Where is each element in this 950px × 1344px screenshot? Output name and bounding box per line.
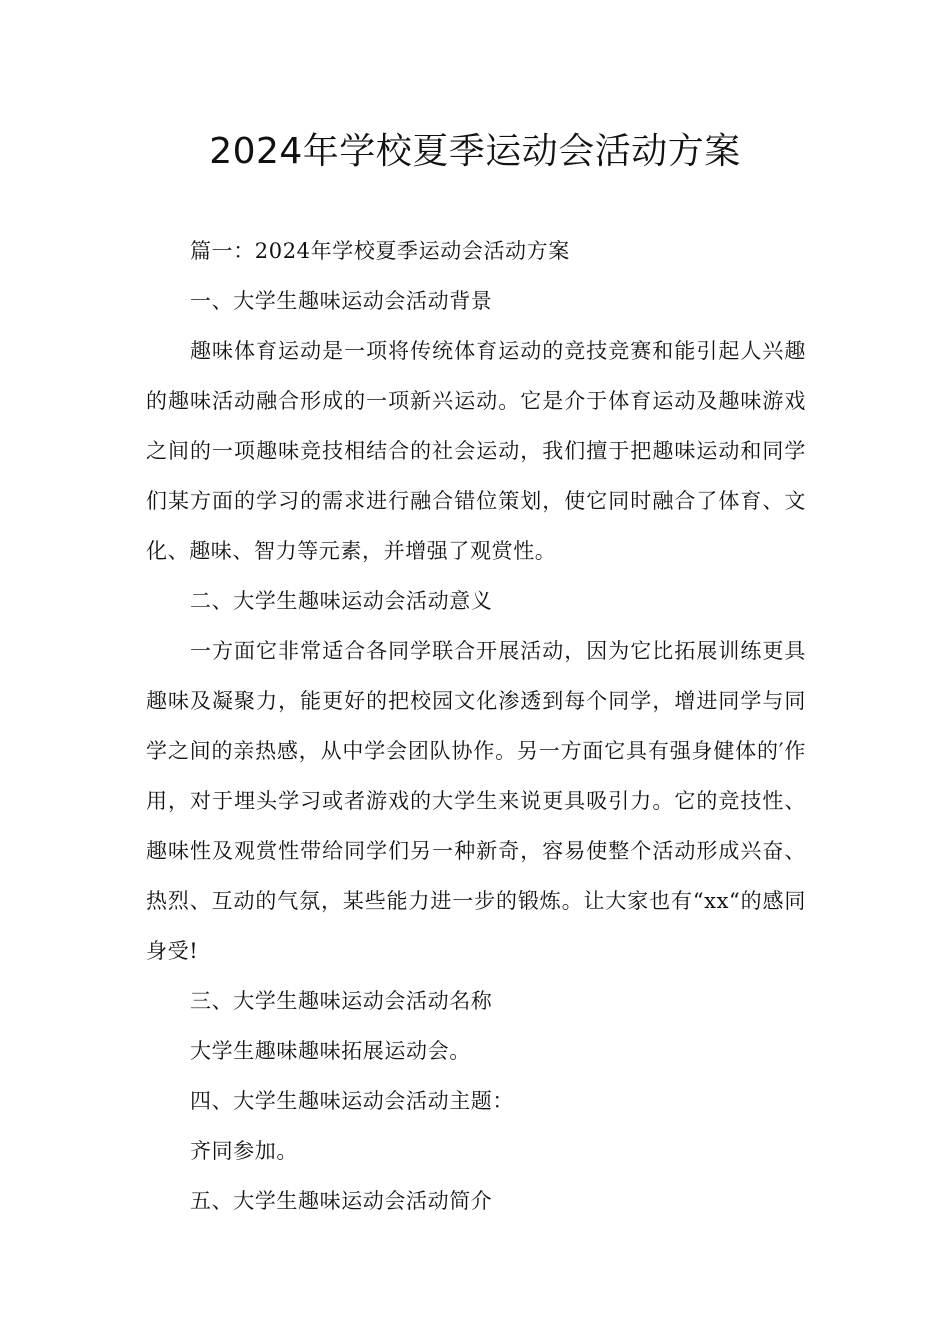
section-heading-background: 一、大学生趣味运动会活动背景 <box>190 289 493 313</box>
document-title: 2024年学校夏季运动会活动方案 <box>209 131 741 172</box>
section-heading-introduction: 五、大学生趣味运动会活动简介 <box>190 1189 493 1213</box>
section-heading-significance: 二、大学生趣味运动会活动意义 <box>190 589 493 613</box>
paragraph-significance: 一方面它非常适合各同学联合开展活动，因为它比拓展训练更具趣味及凝聚力，能更好的把校园文化渗透到每个同学，增进同学与同学之间的亲热感，从中学会团队协作。另一方面它具有强身健体的′作用，对于埋头学习或者游戏的大学生来说更具吸引力。它的竞技性、趣味性及观赏性带给同学们另一种新奇，容易使整个活动形成兴奋、热烈、互动的气氛，某些能力进一步的锻炼。让大家也有“xx“的感同身受! <box>146 639 806 963</box>
section-heading-name: 三、大学生趣味运动会活动名称 <box>190 989 493 1013</box>
paragraph-intro-heading: 篇一：2024年学校夏季运动会活动方案 <box>190 239 570 263</box>
paragraph-name: 大学生趣味趣味拓展运动会。 <box>190 1039 471 1063</box>
section-heading-theme: 四、大学生趣味运动会活动主题： <box>190 1089 514 1113</box>
paragraph-theme: 齐同参加。 <box>190 1139 298 1163</box>
document-body <box>146 226 806 1226</box>
paragraph-background: 趣味体育运动是一项将传统体育运动的竞技竞赛和能引起人兴趣的趣味活动融合形成的一项新兴运动。它是介于体育运动及趣味游戏之间的一项趣味竞技相结合的社会运动，我们擅于把趣味运动和同学们某方面的学习的需求进行融合错位策划，使它同时融合了体育、文化、趣味、智力等元素，并增强了观赏性。 <box>146 339 806 563</box>
